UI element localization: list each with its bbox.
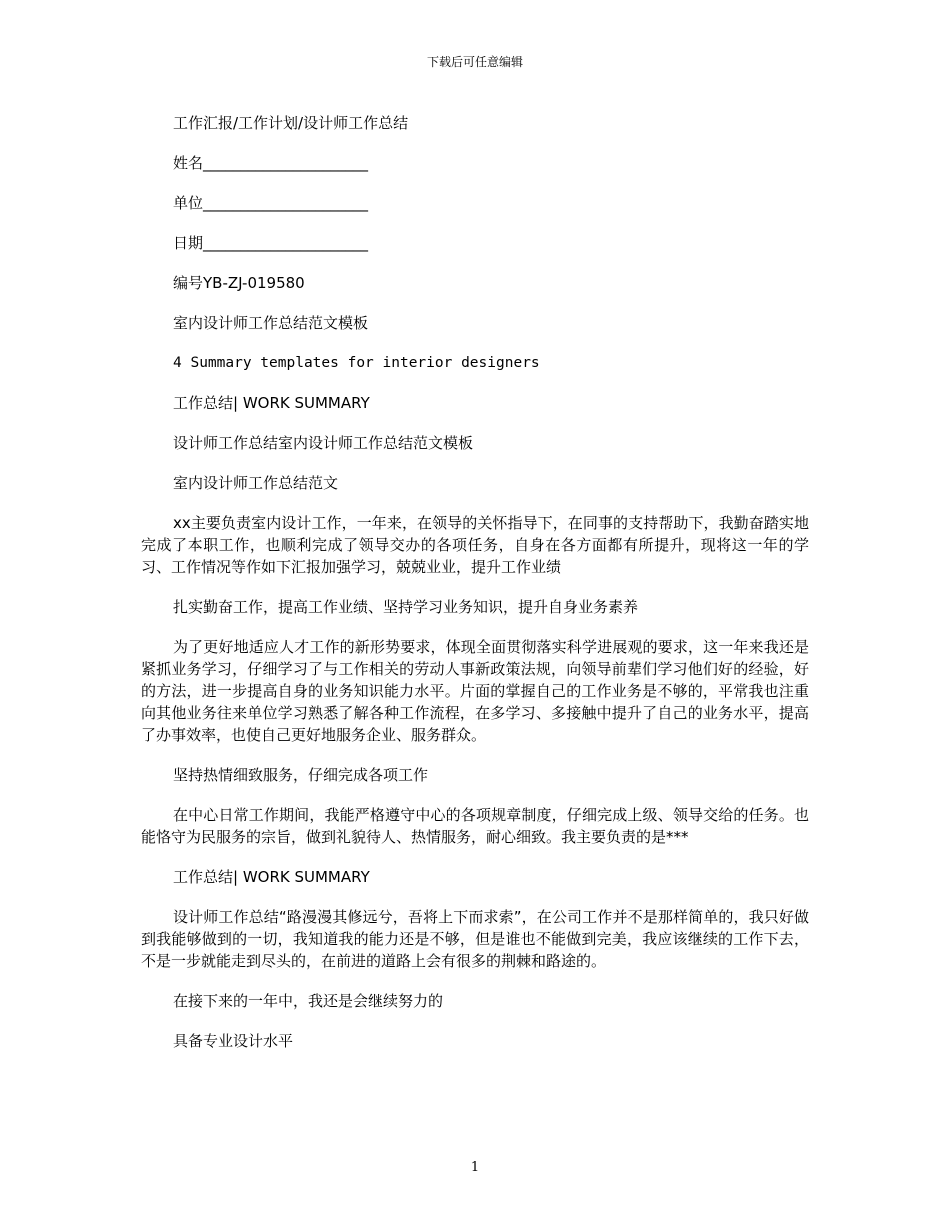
document-body (141, 112, 809, 1070)
serial-number: 编号YB-ZJ-019580 (173, 274, 305, 292)
unit-field: 单位______________________ (173, 194, 369, 212)
english-title: 4 Summary templates for interior designers (173, 355, 540, 371)
body-paragraph: 在中心日常工作期间，我能严格遵守中心的各项规章制度，仔细完成上级、领导交给的任务。也能恪守为民服务的宗旨，做到礼貌待人、热情服务，耐心细致。我主要负责的是*** (141, 806, 809, 846)
page-number: 1 (470, 1160, 480, 1175)
closing-line: 在接下来的一年中，我还是会继续努力的 (173, 992, 444, 1010)
date-field: 日期______________________ (173, 234, 369, 252)
category-line: 工作汇报/工作计划/设计师工作总结 (173, 114, 409, 132)
section-label: 工作总结| WORK SUMMARY (173, 394, 370, 412)
section-label: 工作总结| WORK SUMMARY (173, 868, 370, 886)
section-heading: 坚持热情细致服务，仔细完成各项工作 (173, 766, 429, 784)
body-paragraph: 为了更好地适应人才工作的新形势要求，体现全面贯彻落实科学进展观的要求，这一年来我还是紧抓业务学习，仔细学习了与工作相关的劳动人事新政策法规，向领导前辈们学习他们好的经验，好的方法，进一步提高自身的业务知识能力水平。片面的掌握自己的工作业务是不够的，平常我也注重向其他业务往来单位学习熟悉了解各种工作流程，在多学习、多接触中提升了自己的业务水平，提高了办事效率，也使自己更好地服务企业、服务群众。 (141, 638, 809, 744)
subtitle: 室内设计师工作总结范文 (173, 474, 339, 492)
subtitle: 设计师工作总结室内设计师工作总结范文模板 (173, 434, 474, 452)
closing-line: 具备专业设计水平 (173, 1032, 294, 1050)
header-note: 下载后可任意编辑 (426, 55, 523, 69)
name-field: 姓名______________________ (173, 154, 369, 172)
body-paragraph: 设计师工作总结“路漫漫其修远兮，吾将上下而求索”，在公司工作并不是那样简单的，我只好做到我能够做到的一切，我知道我的能力还是不够，但是谁也不能做到完美，我应该继续的工作下去，不是一步就能走到尽头的，在前进的道路上会有很多的荆棘和路途的。 (141, 908, 809, 970)
document-title: 室内设计师工作总结范文模板 (173, 314, 369, 332)
section-heading: 扎实勤奋工作，提高工作业绩、坚持学习业务知识，提升自身业务素养 (173, 598, 639, 616)
body-paragraph: xx主要负责室内设计工作，一年来，在领导的关怀指导下，在同事的支持帮助下，我勤奋踏实地完成了本职工作，也顺利完成了领导交办的各项任务，自身在各方面都有所提升，现将这一年的学习、工作情况等作如下汇报加强学习，兢兢业业，提升工作业绩 (141, 514, 809, 576)
